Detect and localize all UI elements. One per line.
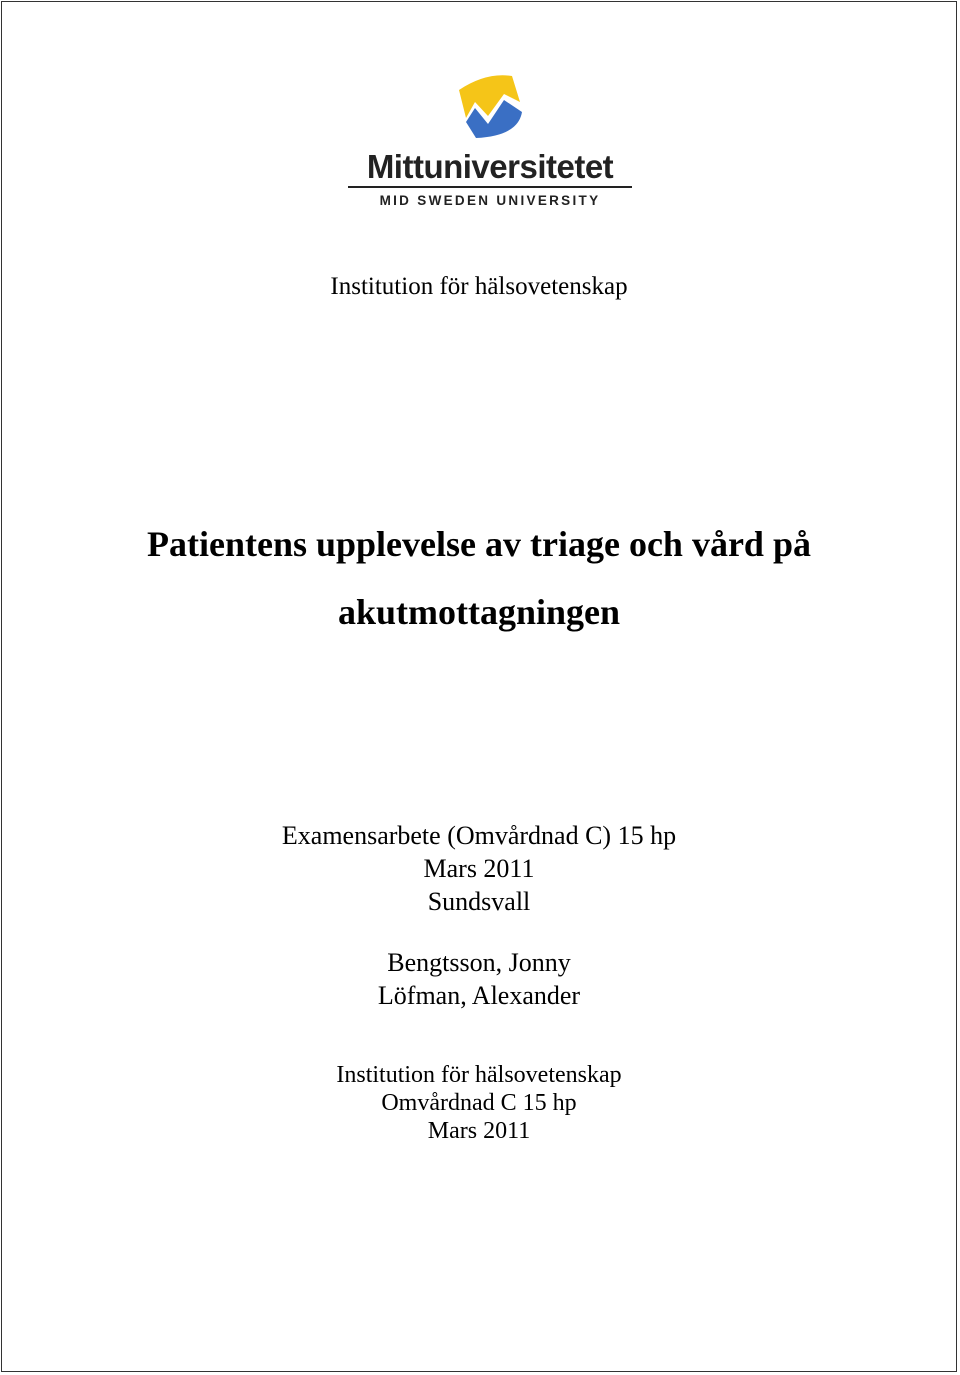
thesis-title-line-2: akutmottagningen — [337, 592, 621, 632]
thesis-title-line-1: Patientens upplevelse av triage och vård på — [147, 524, 811, 564]
logo-divider — [348, 186, 632, 188]
document-page — [1, 1, 957, 1372]
author-name: Löfman, Alexander — [377, 981, 581, 1010]
footer-institution: Institution för hälsovetenskap — [336, 1062, 622, 1088]
university-logo — [342, 68, 638, 214]
footer-date: Mars 2011 — [427, 1118, 531, 1144]
course-info: Examensarbete (Omvårdnad C) 15 hp — [281, 821, 677, 850]
date-info: Mars 2011 — [423, 854, 535, 883]
footer-course: Omvårdnad C 15 hp — [381, 1090, 577, 1116]
author-name: Bengtsson, Jonny — [387, 948, 571, 977]
logo-subtitle: MID SWEDEN UNIVERSITY — [379, 193, 601, 208]
logo-wordmark: Mittuniversitetet — [366, 148, 614, 185]
institution-heading: Institution för hälsovetenskap — [330, 273, 628, 300]
place-info: Sundsvall — [427, 887, 531, 916]
